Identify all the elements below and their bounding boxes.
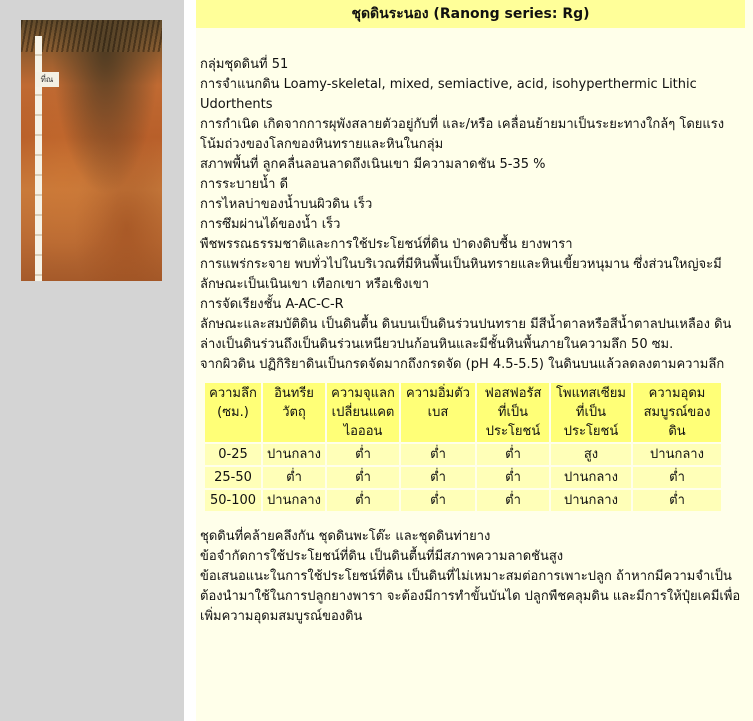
permeability-line: การซึมผ่านได้ของน้ำ เร็ว <box>200 217 341 232</box>
table-cell: ต่ำ <box>401 467 475 488</box>
table-cell: ปานกลาง <box>633 444 721 465</box>
table-cell: ปานกลาง <box>551 490 631 511</box>
reaction-line: จากผิวดิน ปฏิกิริยาดินเป็นกรดจัดมากถึงกรดจัด (pH 4.5-5.5) ในดินบนแล้วลดลงตามความลึก <box>200 357 725 372</box>
similar-series-line: ชุดดินที่คล้ายคลึงกัน ชุดดินพะโต๊ะ และชุดดินท่ายาง <box>200 529 491 544</box>
table-row <box>205 467 721 488</box>
table-cell: ต่ำ <box>477 467 549 488</box>
table-row <box>205 444 721 465</box>
table-cell: 25-50 <box>205 467 261 488</box>
landform-line: สภาพพื้นที่ ลูกคลื่นลอนลาดถึงเนินเขา มีความลาดชัน 5-35 % <box>200 157 546 172</box>
runoff-line: การไหลบ่าของน้ำบนผิวดิน เร็ว <box>200 197 373 212</box>
vegetation-line: พืชพรรณธรรมชาติและการใช้ประโยชน์ที่ดิน ป่าดงดิบชื้น ยางพารา <box>200 237 573 252</box>
page-title: ชุดดินระนอง (Ranong series: Rg) <box>196 0 745 28</box>
header-base-saturation: ความอิ่มตัวเบส <box>401 383 475 442</box>
table-cell: ต่ำ <box>401 444 475 465</box>
photo-tag: ที่ณ <box>35 72 59 87</box>
header-fertility: ความอุดมสมบูรณ์ของดิน <box>633 383 721 442</box>
left-sidebar <box>0 0 184 721</box>
table-cell: ต่ำ <box>633 467 721 488</box>
notes <box>200 527 745 627</box>
soil-profile-photo <box>21 20 162 281</box>
table-cell: ปานกลาง <box>263 444 325 465</box>
header-depth: ความลึก (ซม.) <box>205 383 261 442</box>
description <box>200 55 745 627</box>
table-cell: ปานกลาง <box>263 490 325 511</box>
properties-line: ลักษณะและสมบัติดิน เป็นดินตื้น ดินบนเป็นดินร่วนปนทราย มีสีน้ำตาลหรือสีน้ำตาลปนเหลือง ดินล่างเป็นดินร่วนถึงเป็นดินร่วนเหนียวปนก้อนหินและมีชั้นหินพื้นภายในความลึก 50 ซม. <box>200 317 732 352</box>
header-organic-matter: อินทรียวัตถุ <box>263 383 325 442</box>
drainage-line: การระบายน้ำ ดี <box>200 177 289 192</box>
root-layer <box>21 20 162 52</box>
table-cell: ต่ำ <box>327 467 399 488</box>
table-cell: ต่ำ <box>477 490 549 511</box>
recommendation-line: ข้อเสนอแนะในการใช้ประโยชน์ที่ดิน เป็นดินที่ไม่เหมาะสมต่อการเพาะปลูก ถ้าหากมีความจำเป็นต้องนำมาใช้ในการปลูกยางพารา จะต้องมีการทำขั้นบันได ปลูกพืชคลุมดิน และมีการให้ปุ๋ยเคมีเพื่อเพิ่มความอุดมสมบูรณ์ของดิน <box>200 569 741 624</box>
horizon-line: การจัดเรียงชั้น A-AC-C-R <box>200 297 344 312</box>
header-potassium: โพแทสเซียมที่เป็นประโยชน์ <box>551 383 631 442</box>
header-phosphorus: ฟอสฟอรัสที่เป็นประโยชน์ <box>477 383 549 442</box>
table-cell: 0-25 <box>205 444 261 465</box>
table-cell: ต่ำ <box>263 467 325 488</box>
table-cell: ต่ำ <box>327 490 399 511</box>
classification-line: การจำแนกดิน Loamy-skeletal, mixed, semiactive, acid, isohyperthermic Lithic Udorthents <box>200 77 697 112</box>
distribution-line: การแพร่กระจาย พบทั่วไปในบริเวณที่มีหินพื้นเป็นหินทรายและหินเขี้ยวหนุมาน ซึ่งส่วนใหญ่จะมีลักษณะเป็นเนินเขา เทือกเขา หรือเชิงเขา <box>200 257 722 292</box>
table-header-row <box>205 383 721 442</box>
origin-line: การกำเนิด เกิดจากการผุพังสลายตัวอยู่กับที่ และ/หรือ เคลื่อนย้ายมาเป็นระยะทางใกล้ๆ โดยแรงโน้มถ่วงของโลกของหินทรายและหินในกลุ่ม <box>200 117 725 152</box>
soil-fertility-table <box>203 381 723 513</box>
main-content <box>196 0 753 721</box>
table-cell: ต่ำ <box>633 490 721 511</box>
table-cell: 50-100 <box>205 490 261 511</box>
table-cell: ต่ำ <box>327 444 399 465</box>
header-cec: ความจุแลกเปลี่ยนแคตไอออน <box>327 383 399 442</box>
group-line: กลุ่มชุดดินที่ 51 <box>200 57 289 72</box>
limitation-line: ข้อจำกัดการใช้ประโยชน์ที่ดิน เป็นดินตื้นที่มีสภาพความลาดชันสูง <box>200 549 564 564</box>
table-row <box>205 490 721 511</box>
sidebar-gutter <box>184 0 196 721</box>
table-cell: ต่ำ <box>401 490 475 511</box>
table-cell: สูง <box>551 444 631 465</box>
table-cell: ต่ำ <box>477 444 549 465</box>
table-cell: ปานกลาง <box>551 467 631 488</box>
